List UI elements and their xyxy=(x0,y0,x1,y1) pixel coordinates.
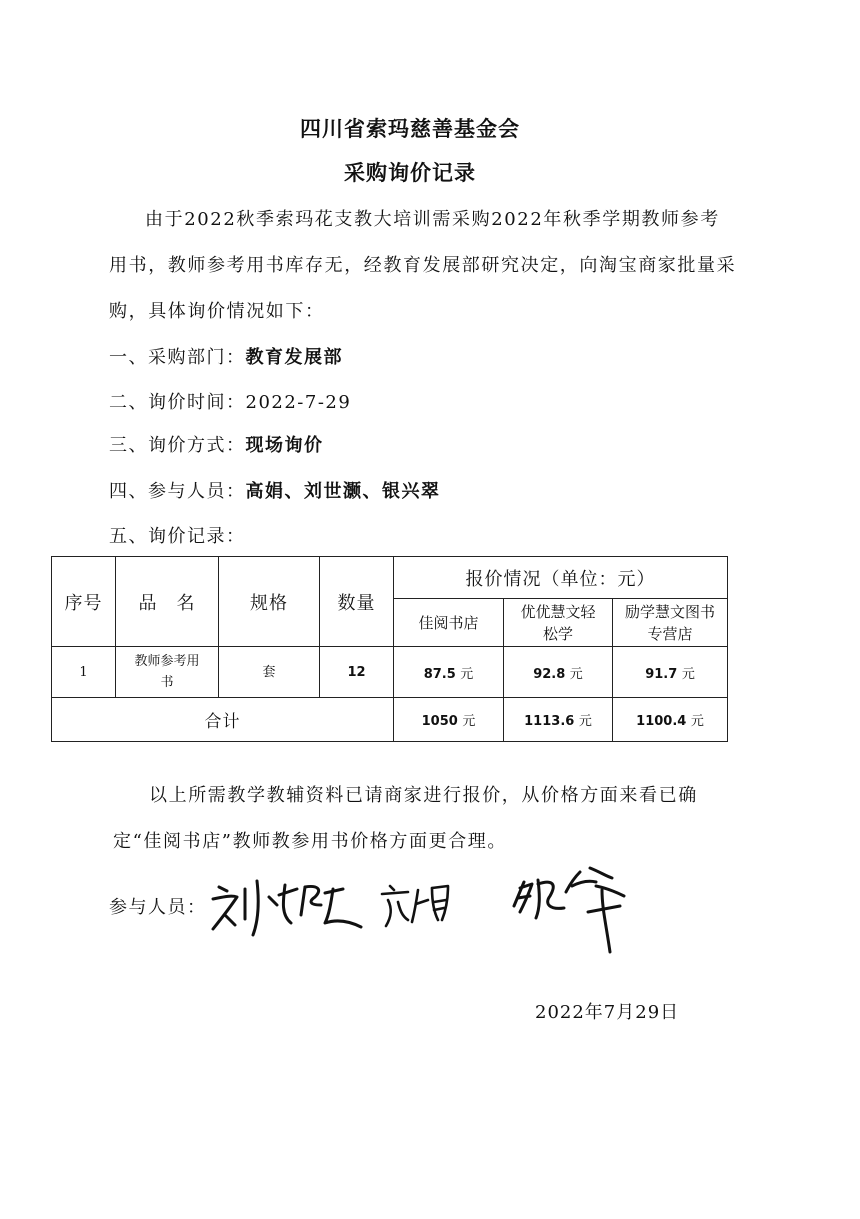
signature-gao xyxy=(378,880,458,930)
table-row xyxy=(52,647,728,698)
inquiry-method: 三、询价方式：现场询价 xyxy=(109,435,324,456)
quotation-table xyxy=(51,556,728,742)
intro-text: 由于2022秋季索玛花支教大培训需采购2022年秋季学期教师参考用书，教师参考用书库存无，经教育发展部研究决定，向淘宝商家批量采购，具体询价情况如下： xyxy=(109,209,737,322)
row-spec: 套 xyxy=(219,647,320,698)
row-qty: 12 xyxy=(320,647,394,698)
intro-paragraph xyxy=(109,197,739,335)
total-shop-3: 1100.4 元 xyxy=(613,698,728,742)
header-shop-1: 佳阅书店 xyxy=(394,599,504,647)
total-label: 合计 xyxy=(52,698,394,742)
header-shop-2: 优优慧文轻松学 xyxy=(504,599,613,647)
participants: 四、参与人员：高娟、刘世灏、银兴翠 xyxy=(109,481,441,502)
conclusion-paragraph xyxy=(113,773,743,865)
total-shop-1: 1050 元 xyxy=(394,698,504,742)
table-header-row xyxy=(52,557,728,599)
header-quote-group: 报价情况（单位：元） xyxy=(394,557,728,599)
header-shop-3: 励学慧文图书专营店 xyxy=(613,599,728,647)
header-spec: 规格 xyxy=(219,557,320,647)
header-qty: 数量 xyxy=(320,557,394,647)
inquiry-time: 二、询价时间：2022-7-29 xyxy=(109,392,352,413)
signature-liu xyxy=(205,875,365,940)
document-date: 2022年7月29日 xyxy=(535,1002,680,1023)
row-item-name: 教师参考用书 xyxy=(116,647,219,698)
purchase-department: 一、采购部门：教育发展部 xyxy=(109,347,343,368)
document-title: 采购询价记录 xyxy=(344,161,476,185)
row-index: 1 xyxy=(52,647,116,698)
row-price-shop-2: 92.8 元 xyxy=(504,647,613,698)
signature-label: 参与人员： xyxy=(109,897,207,918)
table-total-row xyxy=(52,698,728,742)
organization-title: 四川省索玛慈善基金会 xyxy=(300,117,520,141)
signature-yin xyxy=(510,862,640,962)
row-price-shop-1: 87.5 元 xyxy=(394,647,504,698)
conclusion-text: 以上所需教学教辅资料已请商家进行报价，从价格方面来看已确定“佳阅书店”教师教参用书价格方面更合理。 xyxy=(113,785,698,852)
header-index: 序号 xyxy=(52,557,116,647)
total-shop-2: 1113.6 元 xyxy=(504,698,613,742)
inquiry-record-heading: 五、询价记录： xyxy=(109,526,246,547)
row-price-shop-3: 91.7 元 xyxy=(613,647,728,698)
header-name: 品 名 xyxy=(116,557,219,647)
